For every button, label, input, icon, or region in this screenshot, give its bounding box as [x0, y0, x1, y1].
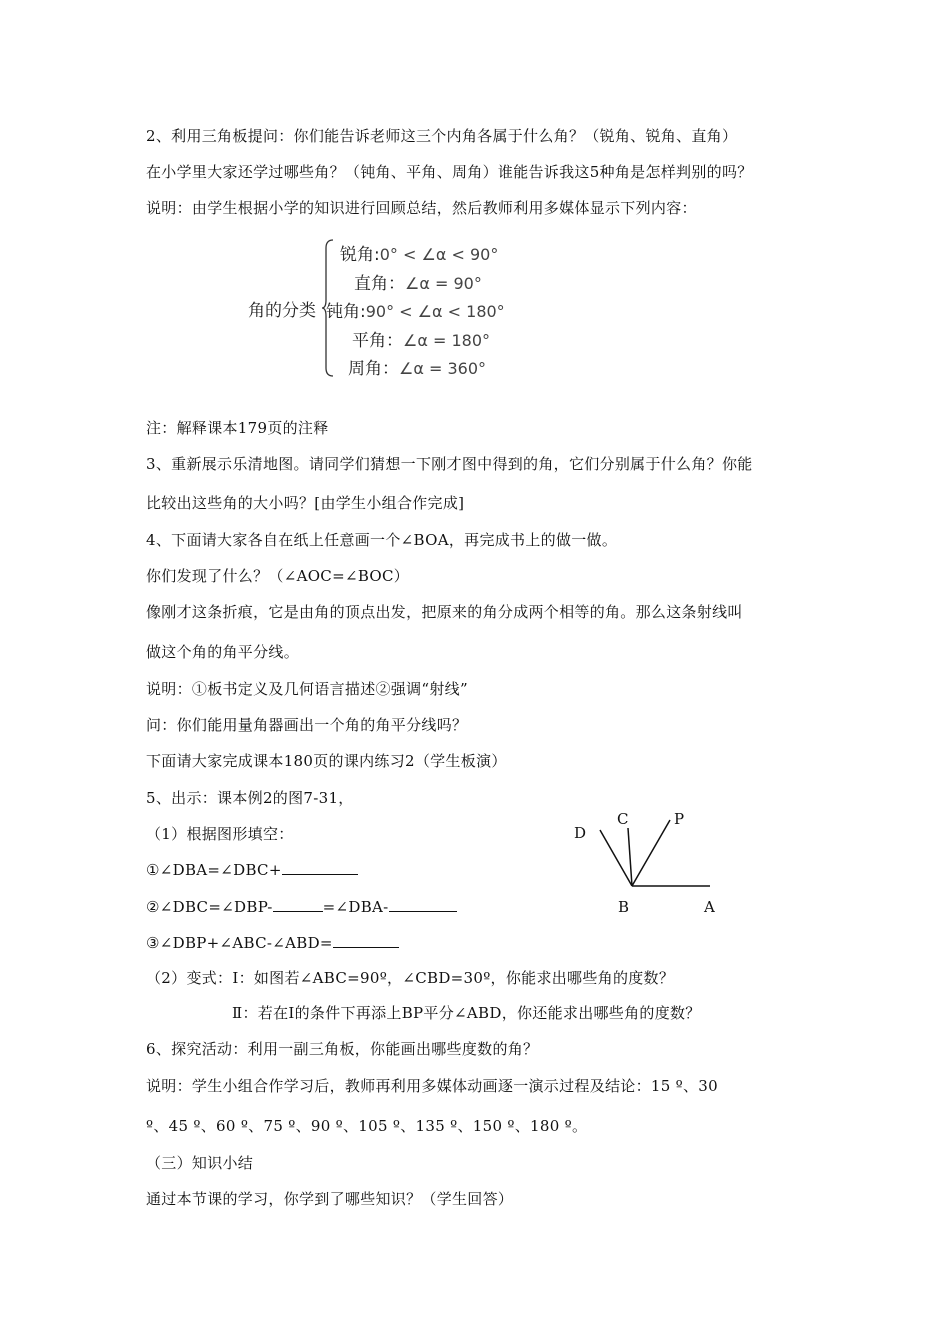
point-p-label: P	[674, 810, 685, 828]
line-23: º、45 º、60 º、75 º、90 º、105 º、135 º、150 º、180 º。	[146, 1117, 588, 1135]
answer-blank[interactable]	[282, 860, 358, 875]
line-1: 2、利用三角板提问：你们能告诉老师这三个内角各属于什么角？（锐角、锐角、直角）	[146, 127, 738, 145]
ray-bp	[632, 820, 670, 886]
ray-bd	[600, 830, 632, 886]
point-c-label: C	[617, 810, 629, 828]
line-24: （三）知识小结	[146, 1154, 254, 1172]
classification-title: 角的分类	[248, 301, 316, 321]
classification-item-round: 周角：∠α = 360°	[348, 359, 487, 379]
answer-blank[interactable]	[389, 897, 457, 912]
line-5: 3、重新展示乐清地图。请同学们猜想一下刚才图中得到的角，它们分别属于什么角？你能	[146, 455, 753, 473]
line-6: 比较出这些角的大小吗？[由学生小组合作完成]	[146, 494, 465, 512]
line-11: 说明：①板书定义及几何语言描述②强调“射线”	[146, 680, 468, 698]
line-18: ③∠DBP+∠ABC-∠ABD=	[146, 933, 399, 953]
line-16: ①∠DBA=∠DBC+	[146, 860, 358, 880]
point-d-label: D	[574, 824, 587, 842]
line-15: （1）根据图形填空：	[146, 825, 294, 843]
classification-item-right: 直角：∠α = 90°	[354, 274, 482, 294]
classification-item-acute: 锐角:0° < ∠α < 90°	[340, 245, 499, 265]
line-21: 6、探究活动：利用一副三角板，你能画出哪些度数的角？	[146, 1040, 539, 1058]
line-12: 问：你们能用量角器画出一个角的角平分线吗？	[146, 716, 468, 734]
line-4: 注：解释课本179页的注释	[146, 419, 329, 437]
point-a-label: A	[704, 898, 715, 916]
line-9: 像刚才这条折痕，它是由角的顶点出发，把原来的角分成两个相等的角。那么这条射线叫	[146, 603, 743, 621]
answer-blank[interactable]	[273, 897, 323, 912]
line-2: 在小学里大家还学过哪些角？（钝角、平角、周角）谁能告诉我这5种角是怎样判别的吗？	[146, 163, 753, 181]
classification-item-straight: 平角：∠α = 180°	[352, 331, 491, 351]
line-13: 下面请大家完成课本180页的课内练习2（学生板演）	[146, 752, 507, 770]
line-20: Ⅱ：若在Ⅰ的条件下再添上BP平分∠ABD，你还能求出哪些角的度数？	[232, 1004, 701, 1022]
line-14: 5、出示：课本例2的图7-31，	[146, 789, 354, 807]
line-25: 通过本节课的学习，你学到了哪些知识？（学生回答）	[146, 1190, 514, 1208]
line-10: 做这个角的角平分线。	[146, 643, 300, 661]
angle-classification	[248, 238, 548, 380]
classification-item-obtuse: 钝角:90° < ∠α < 180°	[326, 302, 505, 322]
line-3: 说明：由学生根据小学的知识进行回顾总结，然后教师利用多媒体显示下列内容：	[146, 199, 697, 217]
angle-figure	[560, 806, 740, 924]
line-7: 4、下面请大家各自在纸上任意画一个∠BOA，再完成书上的做一做。	[146, 531, 618, 549]
line-22: 说明：学生小组合作学习后，教师再利用多媒体动画逐一演示过程及结论：15 º、30	[146, 1077, 718, 1095]
ray-bc	[628, 828, 632, 886]
line-17: ②∠DBC=∠DBP- =∠DBA-	[146, 897, 457, 917]
line-8: 你们发现了什么？（∠AOC=∠BOC）	[146, 567, 410, 585]
line-19: （2）变式：Ⅰ：如图若∠ABC=90º，∠CBD=30º，你能求出哪些角的度数？	[146, 969, 675, 987]
point-b-label: B	[618, 898, 630, 916]
answer-blank[interactable]	[333, 933, 399, 948]
